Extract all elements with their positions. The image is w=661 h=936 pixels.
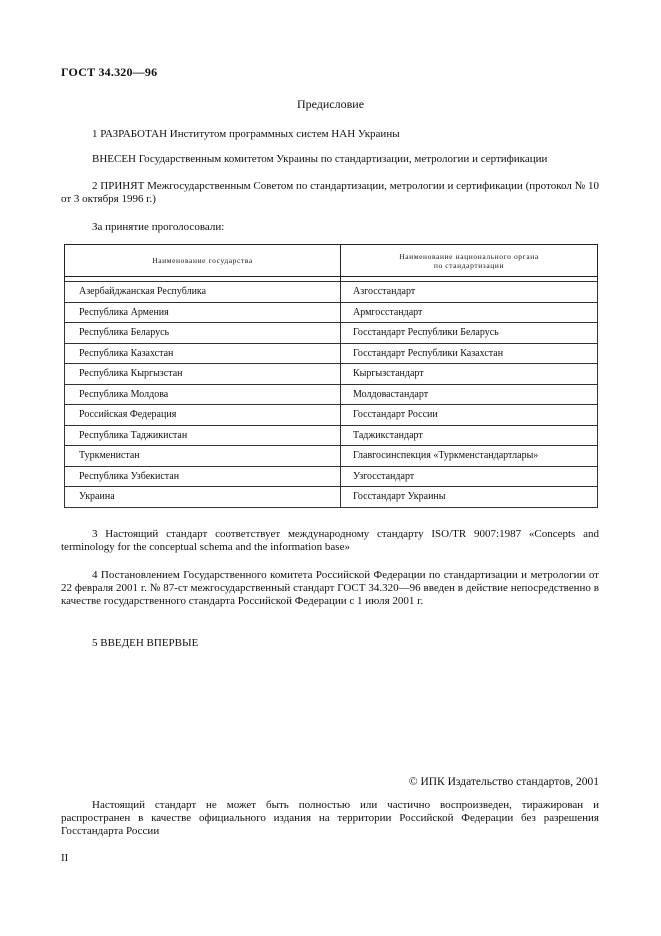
copyright-line: © ИПК Издательство стандартов, 2001 bbox=[408, 776, 599, 788]
paragraph-first-introduced: 5 ВВЕДЕН ВПЕРВЫЕ bbox=[92, 637, 199, 649]
table-row bbox=[65, 343, 598, 364]
header-organization-line2: по стандартизации bbox=[433, 260, 505, 270]
table-row bbox=[65, 487, 598, 508]
table-header-row bbox=[65, 245, 598, 277]
organization-cell: Азгосстандарт bbox=[341, 282, 598, 303]
paragraph-adopted: 2 ПРИНЯТ Межгосударственным Советом по стандартизации, метрологии и сертификации (протокол № 10 от 3 октября 1996 г.) bbox=[61, 180, 599, 205]
organization-cell: Узгосстандарт bbox=[341, 466, 598, 487]
organization-cell: Госстандарт Республики Казахстан bbox=[341, 343, 598, 364]
state-cell: Республика Молдова bbox=[65, 384, 341, 405]
state-cell: Российская Федерация bbox=[65, 405, 341, 426]
paragraph-iso-conformance: 3 Настоящий стандарт соответствует международному стандарту ISO/TR 9007:1987 «Concepts and terminology for the conceptual schema and the information base» bbox=[61, 528, 599, 553]
preface-title: Предисловие bbox=[296, 97, 365, 111]
state-cell: Туркменистан bbox=[65, 446, 341, 467]
table-row bbox=[65, 323, 598, 344]
organization-cell: Молдовастандарт bbox=[341, 384, 598, 405]
state-cell: Республика Беларусь bbox=[65, 323, 341, 344]
table-row bbox=[65, 364, 598, 385]
paragraph-voted: За принятие проголосовали: bbox=[92, 221, 225, 233]
voting-states-table bbox=[64, 244, 598, 508]
table-row bbox=[65, 302, 598, 323]
table-row bbox=[65, 405, 598, 426]
state-cell: Республика Армения bbox=[65, 302, 341, 323]
paragraph-developed: 1 РАЗРАБОТАН Институтом программных систем НАН Украины bbox=[92, 128, 400, 140]
paragraph-resolution: 4 Постановлением Государственного комитета Российской Федерации по стандартизации и метрологии от 22 февраля 2001 г. № 87-ст межгосударственный стандарт ГОСТ 34.320—96 введен в действие непосредственно в качестве государственного стандарта Российской Федерации с 1 июля 2001 г. bbox=[61, 569, 599, 607]
organization-cell: Госстандарт Украины bbox=[341, 487, 598, 508]
organization-cell: Госстандарт Республики Беларусь bbox=[341, 323, 598, 344]
organization-cell: Таджикстандарт bbox=[341, 425, 598, 446]
table-row bbox=[65, 446, 598, 467]
state-cell: Республика Узбекистан bbox=[65, 466, 341, 487]
organization-cell: Главгосинспекция «Туркменстандартлары» bbox=[341, 446, 598, 467]
state-cell: Республика Кыргызстан bbox=[65, 364, 341, 385]
header-organization bbox=[341, 245, 598, 277]
state-cell: Республика Казахстан bbox=[65, 343, 341, 364]
table-row bbox=[65, 466, 598, 487]
header-organization-line1: Наименование национального органа bbox=[399, 251, 539, 261]
table-row bbox=[65, 384, 598, 405]
organization-cell: Кыргызстандарт bbox=[341, 364, 598, 385]
reproduction-notice: Настоящий стандарт не может быть полностью или частично воспроизведен, тиражирован и распространен в качестве официального издания на территории Российской Федерации без разрешения Госстандарта России bbox=[61, 799, 599, 837]
document-code: ГОСТ 34.320—96 bbox=[61, 65, 158, 79]
state-cell: Республика Таджикистан bbox=[65, 425, 341, 446]
state-cell: Азербайджанская Республика bbox=[65, 282, 341, 303]
table-row bbox=[65, 425, 598, 446]
organization-cell: Госстандарт России bbox=[341, 405, 598, 426]
paragraph-submitted: ВНЕСЕН Государственным комитетом Украины по стандартизации, метрологии и сертификации bbox=[92, 153, 548, 165]
organization-cell: Армгосстандарт bbox=[341, 302, 598, 323]
header-state: Наименование государства bbox=[65, 245, 341, 277]
table-row bbox=[65, 282, 598, 303]
page-number: II bbox=[61, 852, 69, 864]
state-cell: Украина bbox=[65, 487, 341, 508]
